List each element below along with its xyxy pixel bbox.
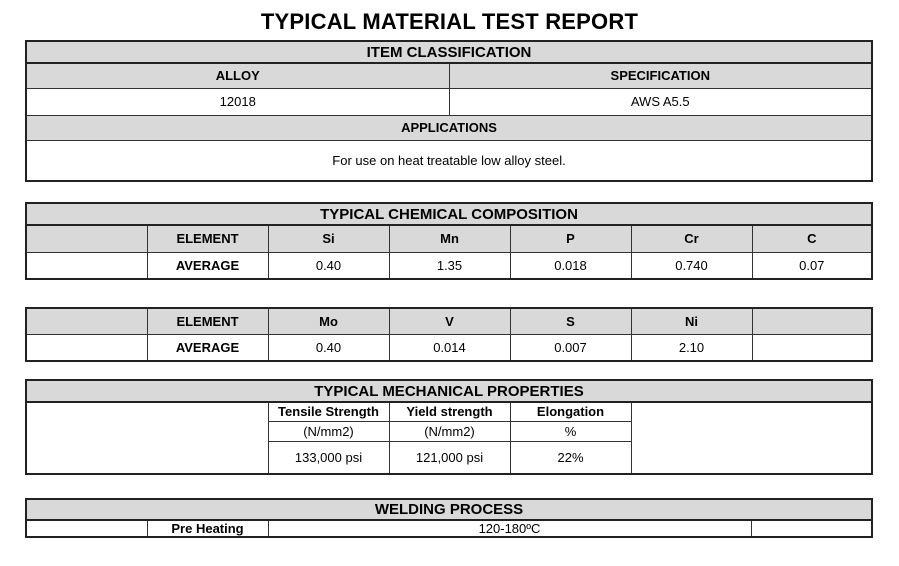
- value-mo: 0.40: [268, 334, 389, 361]
- element-label: ELEMENT: [147, 225, 268, 252]
- elongation-value: 22%: [510, 441, 631, 474]
- blank-cell: [752, 308, 872, 334]
- value-s: 0.007: [510, 334, 631, 361]
- element-si: Si: [268, 225, 389, 252]
- element-mn: Mn: [389, 225, 510, 252]
- value-ni: 2.10: [631, 334, 752, 361]
- value-si: 0.40: [268, 252, 389, 279]
- alloy-label: ALLOY: [26, 63, 449, 88]
- value-c: 0.07: [752, 252, 872, 279]
- element-c: C: [752, 225, 872, 252]
- specification-value: AWS A5.5: [449, 88, 872, 115]
- average-label: AVERAGE: [147, 252, 268, 279]
- blank-cell: [26, 520, 147, 537]
- applications-value: For use on heat treatable low alloy steel.: [26, 140, 872, 181]
- element-v: V: [389, 308, 510, 334]
- pre-heating-value: 120-180ºC: [268, 520, 751, 537]
- specification-label: SPECIFICATION: [449, 63, 872, 88]
- mechanical-properties-table: [25, 379, 873, 475]
- page-title: TYPICAL MATERIAL TEST REPORT: [260, 9, 639, 34]
- blank-cell: [26, 252, 147, 279]
- blank-cell: [26, 402, 268, 474]
- applications-label: APPLICATIONS: [26, 115, 872, 140]
- welding-process-heading: WELDING PROCESS: [26, 499, 872, 520]
- value-p: 0.018: [510, 252, 631, 279]
- average-label: AVERAGE: [147, 334, 268, 361]
- yield-strength-value: 121,000 psi: [389, 441, 510, 474]
- elongation-label: Elongation: [510, 402, 631, 421]
- value-mn: 1.35: [389, 252, 510, 279]
- blank-cell: [751, 520, 872, 537]
- welding-process-table: [25, 498, 873, 538]
- elongation-unit: %: [510, 421, 631, 441]
- item-classification-table: [25, 40, 873, 182]
- blank-cell: [26, 225, 147, 252]
- tensile-strength-unit: (N/mm2): [268, 421, 389, 441]
- tensile-strength-value: 133,000 psi: [268, 441, 389, 474]
- element-mo: Mo: [268, 308, 389, 334]
- yield-strength-label: Yield strength: [389, 402, 510, 421]
- blank-cell: [631, 402, 872, 474]
- blank-cell: [26, 334, 147, 361]
- element-cr: Cr: [631, 225, 752, 252]
- element-s: S: [510, 308, 631, 334]
- mechanical-properties-heading: TYPICAL MECHANICAL PROPERTIES: [26, 380, 872, 402]
- chemical-composition-heading: TYPICAL CHEMICAL COMPOSITION: [26, 203, 872, 225]
- element-label: ELEMENT: [147, 308, 268, 334]
- value-cr: 0.740: [631, 252, 752, 279]
- chemical-composition-table: [25, 202, 873, 280]
- item-classification-heading: ITEM CLASSIFICATION: [26, 41, 872, 63]
- pre-heating-label: Pre Heating: [147, 520, 268, 537]
- alloy-value: 12018: [26, 88, 449, 115]
- yield-strength-unit: (N/mm2): [389, 421, 510, 441]
- element-p: P: [510, 225, 631, 252]
- blank-cell: [752, 334, 872, 361]
- value-v: 0.014: [389, 334, 510, 361]
- blank-cell: [26, 308, 147, 334]
- tensile-strength-label: Tensile Strength: [268, 402, 389, 421]
- chemical-composition-table-2: [25, 307, 873, 362]
- element-ni: Ni: [631, 308, 752, 334]
